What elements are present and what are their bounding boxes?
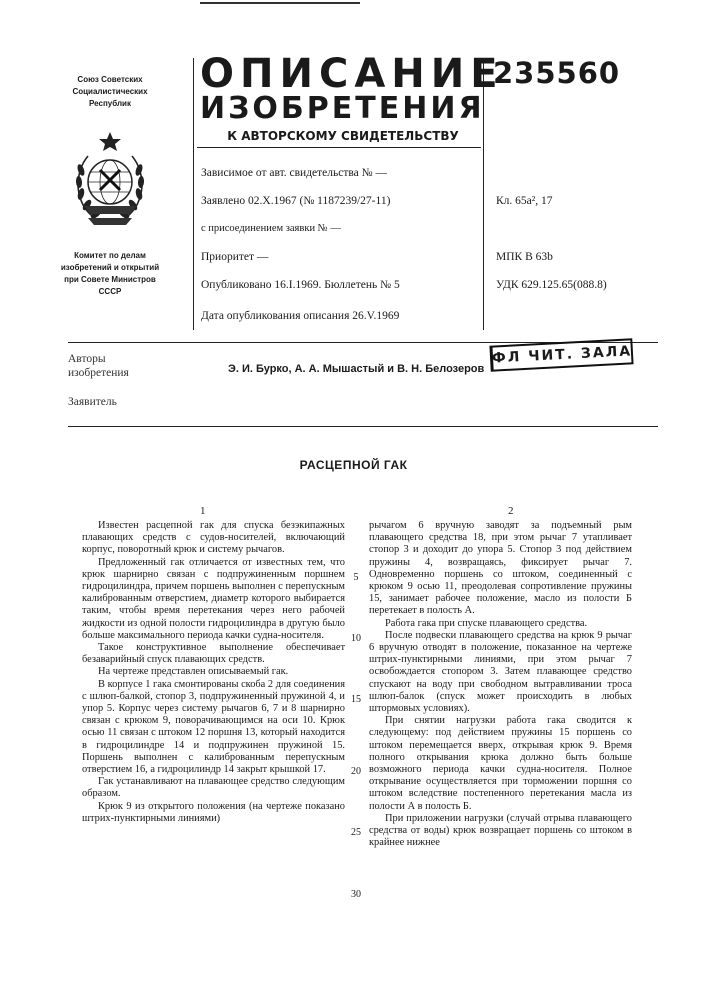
library-stamp-text: ФЛ ЧИТ. ЗАЛА [491,343,632,366]
paragraph: После подвески плавающего средства на крюк 9 рычаг 6 вручную отводят в положение, показанное на чертеже штрих-пунктирными линиями, при этом рычаг 7 освобождается стопором 3. Затем плавающее средство спускают на воду при свободном вытравливании троса шлюп-балок (спуск может происходить в любых штормовых условиях). [369,630,632,715]
org-name [50,74,170,110]
line-number: 20 [346,766,366,777]
publication-date: Опубликовано 16.I.1969. Бюллетень № 5 [201,279,400,291]
paragraph: Предложенный гак отличается от известных тем, что крюк шарнирно связан с подпружиненным поршнем гидроцилиндра, причем поршень выполнен с перепускным калиброванным отверстием, диаметр которого выбирается таким, чтобы время перетекания через него рабочей жидкости из одной полости гидроцилиндра в другую было больше максимального периода качки судна-носителя. [82,557,345,642]
authors-label [68,352,129,380]
paragraph: При приложении нагрузки (случай отрыва плавающего средства от воды) крюк возвращает поршень со штоком в крайнее нижнее [369,813,632,850]
paragraph: В корпусе 1 гака смонтированы скоба 2 для соединения с шлюп-балкой, стопор 3, подпружиненный пружиной 4, и упор 5. Корпус через систему рычагов 6, 7 и 8 шарнирно связан с крюком 9, поворачивающимся на оси 10. Крюк осью 11 связан с штоком 12 поршня 13, который находится в гидроцилиндре 14 и подпружинен пружиной 15. Поршень выполнен с калиброванным перепускным отверстием 16, а гидроцилиндр 14 закрыт крышкой 17. [82,679,345,777]
authors-bottom-rule [68,426,658,427]
text-column-2 [369,520,632,849]
line-number: 5 [346,572,366,583]
scan-artifact-line [200,2,360,4]
text-column-1 [82,520,345,825]
committee-line: Комитет по делам [45,250,175,262]
paragraph: Работа гака при спуске плавающего средства. [369,618,632,630]
authors-label-line: Авторы [68,352,129,366]
patent-number: 235560 [493,56,620,90]
org-line: Союз Советских [50,74,170,86]
paragraph: На чертеже представлен описываемый гак. [82,666,345,678]
paragraph: рычагом 6 вручную заводят за подъемный рым плавающего средства 18, при этом рычаг 7 утапливает стопор 3 и доходит до упора 5. Стопор 3 под действием пружины 4, возвращаясь, фиксирует рычаг 7. Одновременно поршень со штоком, соединенный с крюком 9 осью 11, преодолевая сопротивление пружины 15, занимает рабочее положение, масло из полости Б перетекает в полость А. [369,520,632,618]
document-type-title: ОПИСАНИЕ [200,52,480,96]
paragraph: Крюк 9 из открытого положения (на чертеже показано штрих-пунктирными линиями) [82,801,345,825]
line-number: 30 [346,889,366,900]
committee-line: СССР [45,286,175,298]
line-number: 25 [346,827,366,838]
mpk-class: МПК B 63b [496,251,553,263]
state-emblem-icon [70,128,150,232]
column-number-2: 2 [508,505,514,517]
description-date: Дата опубликования описания 26.V.1969 [201,310,399,322]
committee-line: изобретений и открытий [45,262,175,274]
library-stamp [489,338,633,371]
paragraph: Такое конструктивное выполнение обеспечивает безаварийный спуск плавающих средств. [82,642,345,666]
column-number-1: 1 [200,505,206,517]
org-line: Социалистических [50,86,170,98]
header-left-divider [193,58,194,330]
subtitle-rule [197,147,481,148]
paragraph: Гак устанавливают на плавающее средство следующим образом. [82,776,345,800]
committee-line: при Совете Министров [45,274,175,286]
authors-names: Э. И. Бурко, А. А. Мышастый и В. Н. Белозеров [228,363,484,375]
document-type-title-2: ИЗОБРЕТЕНИЯ [200,92,480,126]
paragraph: При снятии нагрузки работа гака сводится к следующему: под действием пружины 15 поршень со штоком перемещается вверх, открывая крюк 9. Время полного открывания крюка должно быть больше возможного периода качки судна-носителя. Полное открывание осуществляется при торможении поршня со штоком вследствие постепенного перетекания масла из полости А в полость Б. [369,715,632,813]
invention-title: РАСЦЕПНОЙ ГАК [0,458,707,472]
line-number: 10 [346,633,366,644]
patent-class: Кл. 65а², 17 [496,195,552,207]
document-subtitle: К АВТОРСКОМУ СВИДЕТЕЛЬСТВУ [208,128,478,144]
priority: Приоритет — [201,251,268,263]
authors-label-line: изобретения [68,366,129,380]
filed-date: Заявлено 02.X.1967 (№ 1187239/27-11) [201,195,390,207]
paragraph: Известен расцепной гак для спуска безэкипажных плавающих средств с судов-носителей, включающий корпус, поворотный крюк и систему рычагов. [82,520,345,557]
applicant-label: Заявитель [68,396,117,408]
udk-class: УДК 629.125.65(088.8) [496,279,607,291]
org-line: Республик [50,98,170,110]
dependent-certificate: Зависимое от авт. свидетельства № — [201,167,387,179]
application-addition: с присоединением заявки № — [201,223,341,234]
committee-name [45,250,175,298]
line-number: 15 [346,694,366,705]
